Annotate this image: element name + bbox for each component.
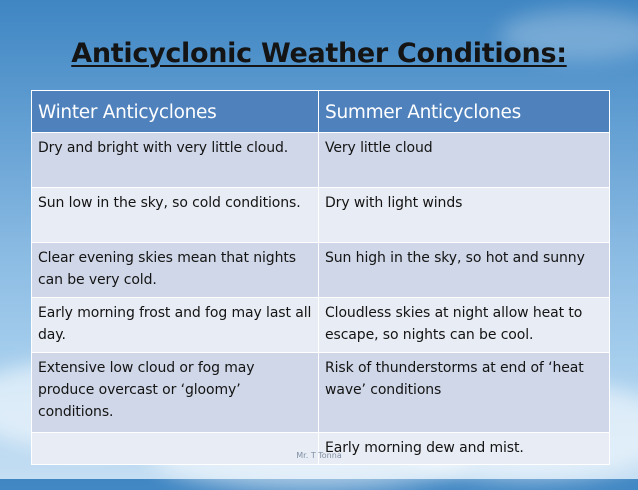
table-header-row — [32, 91, 610, 133]
summer-cell: Very little cloud — [319, 133, 610, 188]
winter-cell: Dry and bright with very little cloud. — [32, 133, 319, 188]
winter-cell: Early morning frost and fog may last all day. — [32, 298, 319, 353]
comparison-table — [31, 90, 610, 465]
slide-title: Anticyclonic Weather Conditions: — [71, 38, 567, 69]
winter-cell: Clear evening skies mean that nights can be very cold. — [32, 243, 319, 298]
table-row — [32, 298, 610, 353]
author-footer: Mr. T Tonna — [296, 451, 342, 460]
table-row — [32, 353, 610, 433]
summer-cell: Sun high in the sky, so hot and sunny — [319, 243, 610, 298]
summer-cell: Risk of thunderstorms at end of ‘heat wave’ conditions — [319, 353, 610, 433]
winter-cell: Sun low in the sky, so cold conditions. — [32, 188, 319, 243]
winter-cell: Extensive low cloud or fog may produce overcast or ‘gloomy’ conditions. — [32, 353, 319, 433]
comparison-table-container — [31, 90, 609, 465]
table-row — [32, 133, 610, 188]
summer-cell: Cloudless skies at night allow heat to escape, so nights can be cool. — [319, 298, 610, 353]
header-summer-anticyclones: Summer Anticyclones — [319, 91, 610, 133]
summer-cell: Dry with light winds — [319, 188, 610, 243]
summer-cell: Early morning dew and mist. — [319, 433, 610, 465]
header-winter-anticyclones: Winter Anticyclones — [32, 91, 319, 133]
table-row — [32, 243, 610, 298]
table-row — [32, 188, 610, 243]
